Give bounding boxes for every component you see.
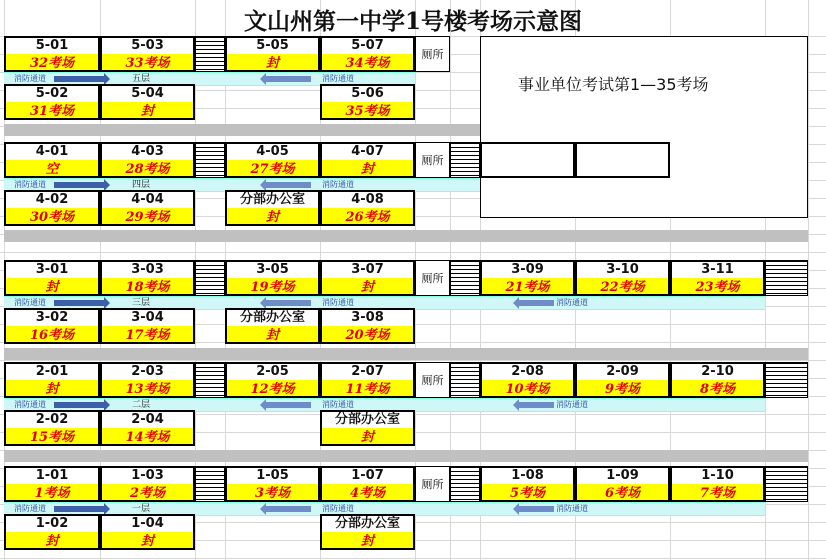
room-assignment: 35考场 — [320, 102, 415, 120]
room-assignment: 15考场 — [4, 428, 100, 446]
room-border — [100, 142, 195, 178]
room-number: 2-03 — [100, 362, 195, 380]
corridor-label: 消防通道 — [322, 180, 354, 189]
floor-label: 四层 — [132, 180, 151, 190]
notice-box — [480, 36, 808, 218]
room-border — [320, 260, 415, 296]
corridor-label: 消防通道 — [556, 298, 588, 307]
room-number: 3-02 — [4, 308, 100, 326]
room-border — [480, 466, 575, 502]
restroom-label: 厕所 — [415, 36, 450, 72]
room-border — [320, 142, 415, 178]
room-number: 1-08 — [480, 466, 575, 484]
corridor-label: 消防通道 — [14, 298, 46, 307]
room-number: 3-10 — [575, 260, 670, 278]
room-number: 3-05 — [225, 260, 320, 278]
room-border — [320, 308, 415, 344]
corridor-label: 消防通道 — [322, 298, 354, 307]
page-title: 文山州第一中学1号楼考场示意图 — [243, 8, 582, 35]
room-border — [225, 466, 320, 502]
stairs-icon — [450, 362, 480, 398]
room-number: 3-08 — [320, 308, 415, 326]
room-assignment: 9考场 — [575, 380, 670, 398]
room-number: 2-10 — [670, 362, 765, 380]
room-assignment: 3考场 — [225, 484, 320, 502]
stairs-icon — [450, 466, 480, 502]
room-number: 3-07 — [320, 260, 415, 278]
room-border — [320, 84, 415, 120]
arrow-left-icon — [266, 182, 311, 188]
arrow-left-icon — [266, 402, 311, 408]
room-assignment: 1考场 — [4, 484, 100, 502]
room-assignment: 封 — [320, 278, 415, 296]
room-number: 2-05 — [225, 362, 320, 380]
room-border — [100, 190, 195, 226]
stairs-icon — [195, 466, 225, 502]
room-border — [4, 514, 100, 550]
room-number: 5-06 — [320, 84, 415, 102]
room-border — [4, 260, 100, 296]
room-number: 分部办公室 — [320, 514, 415, 532]
room-assignment: 30考场 — [4, 208, 100, 226]
floor-label: 三层 — [132, 298, 151, 308]
grid-row-line — [0, 360, 826, 361]
room-border — [4, 190, 100, 226]
room-assignment: 5考场 — [480, 484, 575, 502]
room-assignment: 封 — [225, 326, 320, 344]
room-assignment: 封 — [225, 54, 320, 72]
room-number: 4-05 — [225, 142, 320, 160]
stairs-icon — [195, 36, 225, 72]
stairs-icon — [195, 260, 225, 296]
grid-row-line — [0, 558, 826, 559]
room-number: 1-04 — [100, 514, 195, 532]
room-number: 3-01 — [4, 260, 100, 278]
room-border — [670, 466, 765, 502]
restroom-label: 厕所 — [415, 466, 450, 502]
stairs-icon — [765, 362, 808, 398]
arrow-left-icon — [266, 506, 311, 512]
room-number: 2-09 — [575, 362, 670, 380]
room-assignment: 14考场 — [100, 428, 195, 446]
arrow-right-icon — [54, 182, 104, 188]
room-border — [4, 84, 100, 120]
room-assignment: 27考场 — [225, 160, 320, 178]
room-border — [4, 362, 100, 398]
room-assignment: 封 — [4, 532, 100, 550]
corridor-label: 消防通道 — [556, 504, 588, 513]
room-assignment: 19考场 — [225, 278, 320, 296]
room-assignment: 31考场 — [4, 102, 100, 120]
room-assignment: 封 — [225, 208, 320, 226]
room-assignment: 7考场 — [670, 484, 765, 502]
stairs-icon — [765, 466, 808, 502]
room-number: 2-01 — [4, 362, 100, 380]
room-border — [575, 142, 670, 178]
room-border — [575, 362, 670, 398]
arrow-left-icon — [519, 506, 554, 512]
room-number: 2-08 — [480, 362, 575, 380]
room-assignment: 封 — [320, 160, 415, 178]
room-number: 5-03 — [100, 36, 195, 54]
room-border — [100, 36, 195, 72]
room-border — [320, 36, 415, 72]
room-border — [100, 260, 195, 296]
exam-notice: 事业单位考试第1—35考场 — [518, 75, 709, 94]
room-number: 分部办公室 — [225, 190, 320, 208]
room-border — [225, 362, 320, 398]
corridor-label: 消防通道 — [14, 400, 46, 409]
room-assignment: 21考场 — [480, 278, 575, 296]
room-border — [320, 410, 415, 446]
room-assignment: 18考场 — [100, 278, 195, 296]
floor-separator — [4, 230, 808, 242]
room-border — [100, 84, 195, 120]
room-number: 5-05 — [225, 36, 320, 54]
room-border — [480, 260, 575, 296]
stairs-icon — [195, 142, 225, 178]
room-border — [480, 362, 575, 398]
room-assignment: 26考场 — [320, 208, 415, 226]
arrow-right-icon — [54, 300, 104, 306]
corridor-label: 消防通道 — [14, 504, 46, 513]
room-border — [100, 466, 195, 502]
room-number: 2-07 — [320, 362, 415, 380]
room-assignment: 17考场 — [100, 326, 195, 344]
room-assignment: 23考场 — [670, 278, 765, 296]
room-border — [480, 142, 575, 178]
room-assignment: 11考场 — [320, 380, 415, 398]
arrow-left-icon — [519, 402, 554, 408]
stairs-icon — [195, 362, 225, 398]
room-assignment: 29考场 — [100, 208, 195, 226]
room-number: 5-01 — [4, 36, 100, 54]
corridor-label: 消防通道 — [14, 74, 46, 83]
room-number: 1-10 — [670, 466, 765, 484]
arrow-right-icon — [54, 402, 104, 408]
room-assignment: 封 — [320, 428, 415, 446]
room-assignment: 22考场 — [575, 278, 670, 296]
room-number: 5-04 — [100, 84, 195, 102]
room-assignment: 16考场 — [4, 326, 100, 344]
floor-label: 二层 — [132, 400, 151, 410]
room-border — [225, 308, 320, 344]
room-border — [100, 410, 195, 446]
room-assignment: 2考场 — [100, 484, 195, 502]
room-border — [575, 466, 670, 502]
room-assignment: 20考场 — [320, 326, 415, 344]
room-assignment: 28考场 — [100, 160, 195, 178]
room-assignment: 34考场 — [320, 54, 415, 72]
room-border — [4, 410, 100, 446]
floor-label: 五层 — [132, 74, 151, 84]
room-border — [225, 36, 320, 72]
room-assignment: 12考场 — [225, 380, 320, 398]
room-border — [670, 260, 765, 296]
room-border — [225, 142, 320, 178]
room-border — [100, 308, 195, 344]
stairs-icon — [765, 260, 808, 296]
room-number: 1-03 — [100, 466, 195, 484]
room-assignment: 封 — [320, 532, 415, 550]
room-number: 4-04 — [100, 190, 195, 208]
room-assignment: 封 — [100, 532, 195, 550]
arrow-right-icon — [54, 76, 104, 82]
room-border — [100, 514, 195, 550]
room-number: 1-09 — [575, 466, 670, 484]
room-border — [320, 466, 415, 502]
room-number: 4-02 — [4, 190, 100, 208]
corridor-label: 消防通道 — [322, 400, 354, 409]
corridor-label: 消防通道 — [322, 74, 354, 83]
room-number: 1-01 — [4, 466, 100, 484]
room-assignment: 10考场 — [480, 380, 575, 398]
room-assignment: 13考场 — [100, 380, 195, 398]
room-border — [4, 142, 100, 178]
room-number: 2-02 — [4, 410, 100, 428]
corridor-label: 消防通道 — [556, 400, 588, 409]
room-assignment: 封 — [100, 102, 195, 120]
room-border — [225, 190, 320, 226]
room-assignment: 封 — [4, 380, 100, 398]
room-border — [575, 260, 670, 296]
arrow-left-icon — [519, 300, 554, 306]
room-border — [225, 260, 320, 296]
corridor-label: 消防通道 — [14, 180, 46, 189]
room-number: 5-07 — [320, 36, 415, 54]
room-assignment: 32考场 — [4, 54, 100, 72]
arrow-left-icon — [266, 76, 311, 82]
room-assignment: 空 — [4, 160, 100, 178]
arrow-left-icon — [266, 300, 311, 306]
room-assignment: 8考场 — [670, 380, 765, 398]
room-number: 4-01 — [4, 142, 100, 160]
restroom-label: 厕所 — [415, 362, 450, 398]
room-number: 分部办公室 — [320, 410, 415, 428]
room-number: 3-09 — [480, 260, 575, 278]
room-number: 3-03 — [100, 260, 195, 278]
room-assignment: 33考场 — [100, 54, 195, 72]
floor-separator — [4, 348, 808, 360]
restroom-label: 厕所 — [415, 142, 450, 178]
room-number: 4-03 — [100, 142, 195, 160]
grid-row-line — [0, 252, 826, 253]
room-number: 5-02 — [4, 84, 100, 102]
room-assignment: 6考场 — [575, 484, 670, 502]
room-border — [4, 36, 100, 72]
floor-separator — [4, 450, 808, 462]
room-number: 4-07 — [320, 142, 415, 160]
room-number: 4-08 — [320, 190, 415, 208]
room-border — [670, 362, 765, 398]
room-border — [320, 514, 415, 550]
grid-column-line — [808, 0, 809, 560]
room-border — [4, 308, 100, 344]
room-border — [4, 466, 100, 502]
room-number: 3-11 — [670, 260, 765, 278]
arrow-right-icon — [54, 506, 104, 512]
stairs-icon — [450, 142, 480, 178]
room-number: 1-02 — [4, 514, 100, 532]
room-border — [100, 362, 195, 398]
corridor-label: 消防通道 — [322, 504, 354, 513]
room-number: 2-04 — [100, 410, 195, 428]
room-assignment: 4考场 — [320, 484, 415, 502]
restroom-label: 厕所 — [415, 260, 450, 296]
room-number: 分部办公室 — [225, 308, 320, 326]
room-border — [320, 190, 415, 226]
room-border — [320, 362, 415, 398]
floor-label: 一层 — [132, 504, 151, 514]
room-assignment: 封 — [4, 278, 100, 296]
room-number: 1-05 — [225, 466, 320, 484]
room-number: 3-04 — [100, 308, 195, 326]
stairs-icon — [450, 260, 480, 296]
room-number: 1-07 — [320, 466, 415, 484]
